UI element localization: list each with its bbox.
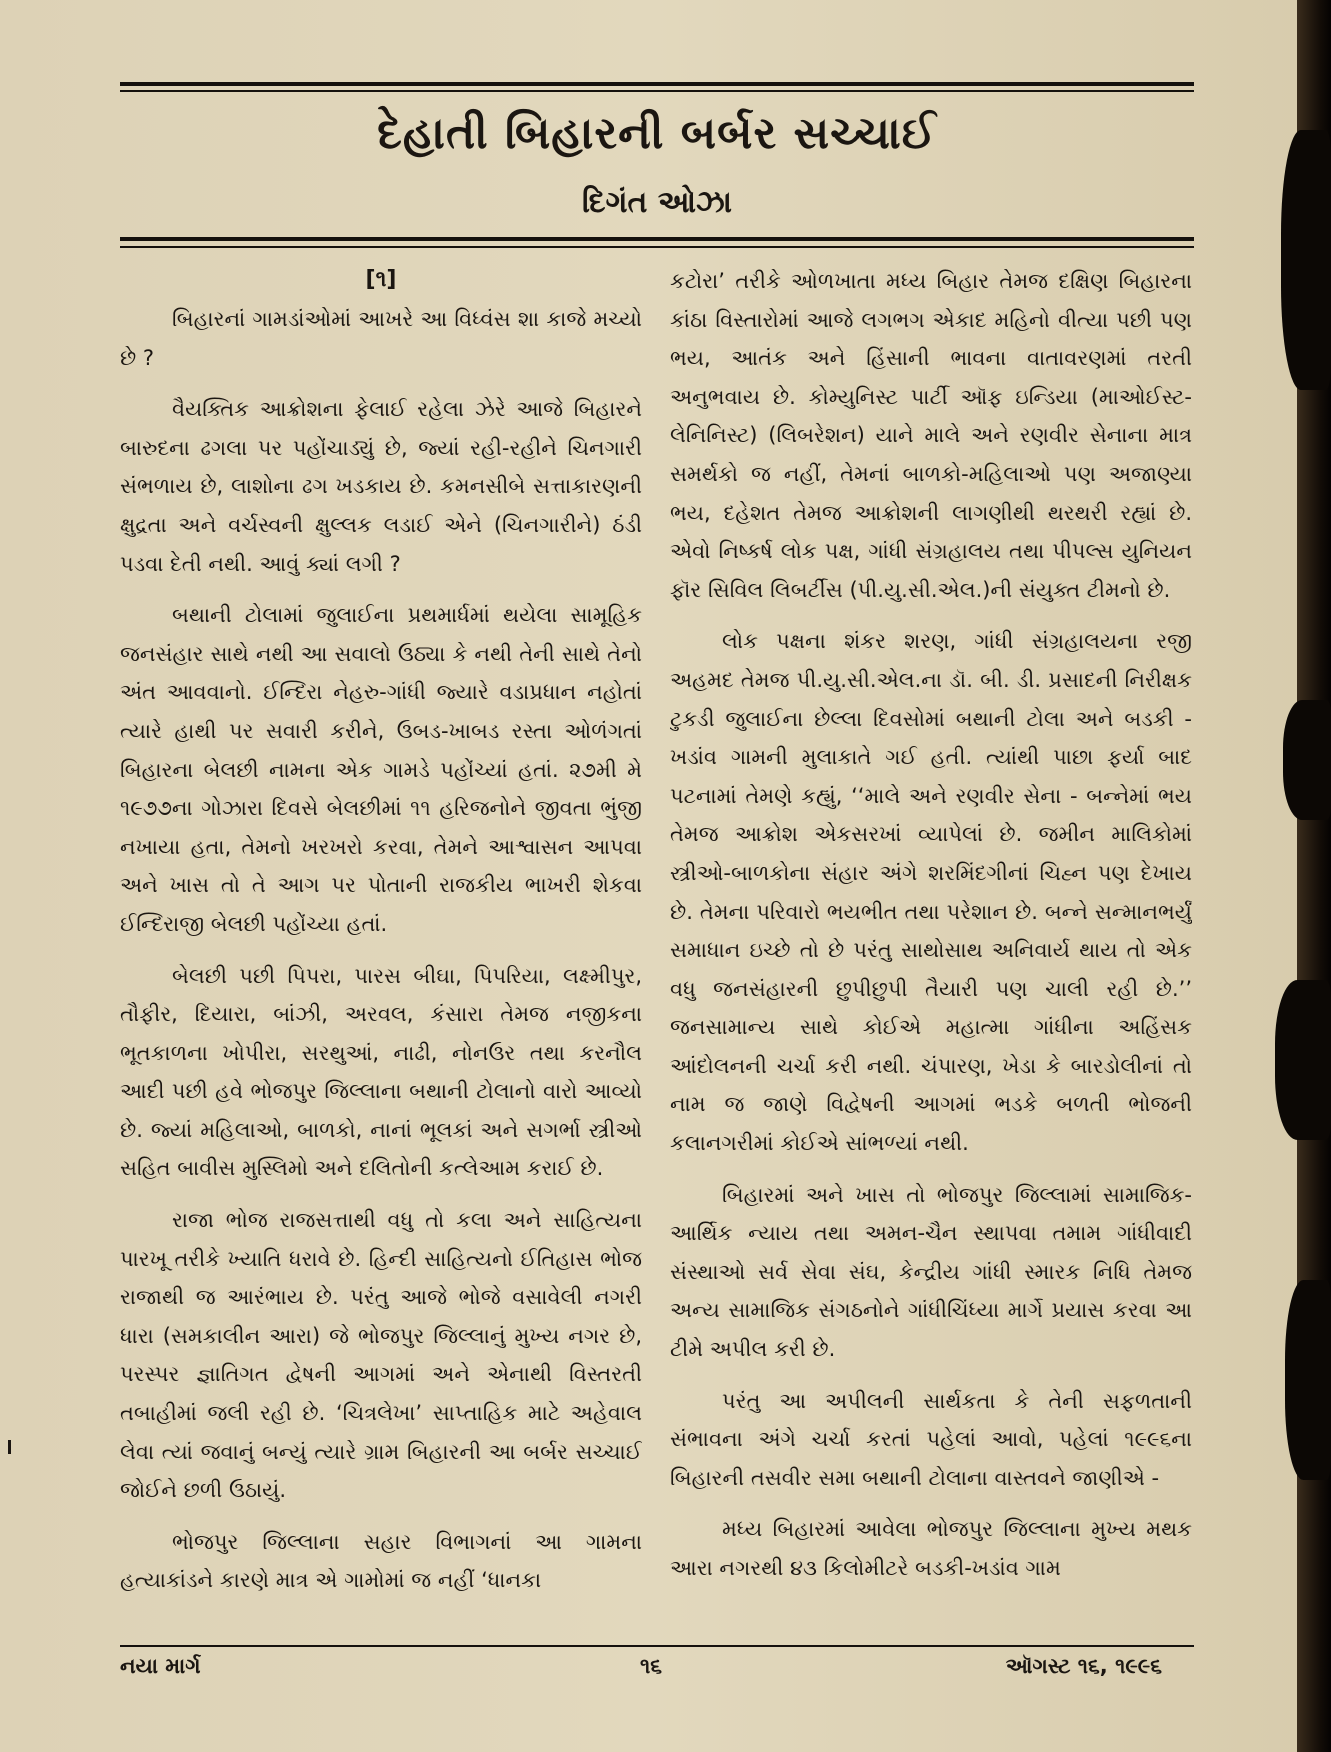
torn-edge <box>1281 130 1331 390</box>
paragraph: રાજા ભોજ રાજસત્તાથી વધુ તો કલા અને સાહિત્યના પારખૂ તરીકે ખ્યાતિ ધરાવે છે. હિન્દી સાહિત્યનો ઈતિહાસ ભોજ રાજાથી જ આરંભાય છે. પરંતુ આજે ભોજે વસાવેલી નગરી ધારા (સમકાલીન આરા) જે ભોજપુર જિલ્લાનું મુખ્ય નગર છે, પરસ્પર જ્ઞાતિગત દ્વેષની આગમાં અને એનાથી વિસ્તરતી તબાહીમાં જલી રહી છે. ‘ચિત્રલેખા’ સાપ્તાહિક માટે અહેવાલ લેવા ત્યાં જવાનું બન્યું ત્યારે ગ્રામ બિહારની આ બર્બર સચ્ચાઈ જોઈને છળી ઉઠાયું. <box>120 1208 642 1503</box>
paragraph: પરંતુ આ અપીલની સાર્થકતા કે તેની સફળતાની સંભાવના અંગે ચર્ચા કરતાં પહેલાં આવો, પહેલાં ૧૯૯૬ના બિહારની તસવીર સમા બથાની ટોલાના વાસ્તવને જાણીએ - <box>670 1388 1192 1490</box>
paragraph: બિહારનાં ગામડાંઓમાં આખરે આ વિધ્વંસ શા કાજે મચ્યો છે ? <box>120 307 642 370</box>
paragraph: ભોજપુર જિલ્લાના સહાર વિભાગનાં આ ગામના હત્યાકાંડને કારણે માત્ર એ ગામોમાં જ નહીં ‘ધાનકા <box>120 1529 642 1593</box>
paragraph: બેલછી પછી પિપરા, પારસ બીઘા, પિપરિયા, લક્ષ્મીપુર, તૌફીર, દિયારા, બાંઝી, અરવલ, કંસારા તેમજ નજીકના ભૂતકાળના ખોપીરા, સરથુઆં, નાઢી, નોનઉર તથા કરનૌલ આદી પછી હવે ભોજપુર જિલ્લાના બથાની ટોલાનો વારો આવ્યો છે. જ્યાં મહિલાઓ, બાળકો, નાનાં ભૂલકાં અને સગર્ભા સ્ત્રીઓ સહિત બાવીસ મુસ્લિમો અને દલિતોની કત્લેઆમ કરાઈ છે. <box>120 963 642 1181</box>
header-top-rule-thin <box>120 90 1194 92</box>
paragraph: લોક પક્ષના શંકર શરણ, ગાંધી સંગ્રહાલયના રજી અહમદ તેમજ પી.યુ.સી.એલ.ના ડૉ. બી. ડી. પ્રસાદની નિરીક્ષક ટુકડી જુલાઈના છેલ્લા દિવસોમાં બથાની ટોલા અને બડકી - ખડાંવ ગામની મુલાકાતે ગઈ હતી. ત્યાંથી પાછા ફર્યા બાદ પટનામાં તેમણે કહ્યું, ‘‘માલે અને રણવીર સેના - બન્નેમાં ભય તેમજ આક્રોશ એકસરખાં વ્યાપેલાં છે. જમીન માલિકોમાં સ્ત્રીઓ-બાળકોના સંહાર અંગે શરમિંદગીનાં ચિહ્ન પણ દેખાય છે. તેમના પરિવારો ભયભીત તથા પરેશાન છે. બન્ને સન્માનભર્યું સમાધાન ઇચ્છે તો છે પરંતુ સાથોસાથ અનિવાર્ય થાય તો એક વધુ જનસંહારની છુપીછુપી તૈયારી પણ ચાલી રહી છે.’’ જનસામાન્ય સાથે કોઈએ મહાત્મા ગાંધીના અહિંસક આંદોલનની ચર્ચા કરી નથી. ચંપારણ, ખેડા કે બારડોલીનાં તો નામ જ જાણે વિદ્વેષની આગમાં ભડકે બળતી ભોજની કલાનગરીમાં કોઈએ સાંભળ્યાં નથી. <box>670 629 1192 1156</box>
paragraph: બિહારમાં અને ખાસ તો ભોજપુર જિલ્લામાં સામાજિક-આર્થિક ન્યાય તથા અમન-ચૈન સ્થાપવા તમામ ગાંધીવાદી સંસ્થાઓ સર્વ સેવા સંઘ, કેન્દ્રીય ગાંધી સ્મારક નિધિ તેમજ અન્ય સામાજિક સંગઠનોને ગાંધીચિંધ્યા માર્ગે પ્રયાસ કરવા આ ટીમે અપીલ કરી છે. <box>670 1182 1192 1362</box>
header-top-rule <box>120 82 1194 86</box>
header-bottom-rule <box>120 237 1194 241</box>
torn-edge <box>1285 1280 1331 1480</box>
margin-mark <box>8 1440 11 1454</box>
right-column <box>670 262 1192 1634</box>
paragraph: વૈયક્તિક આક્રોશના ફેલાઈ રહેલા ઝેરે આજે બિહારને બારુદના ઢગલા પર પહોંચાડ્યું છે, જ્યાં રહી-રહીને ચિનગારી સંભળાય છે, લાશોના ઢગ ખડકાય છે. કમનસીબે સત્તાકારણની ક્ષુદ્રતા અને વર્ચસ્વની ક્ષુલ્લક લડાઈ એને (ચિનગારીને) ઠંડી પડવા દેતી નથી. આવું ક્યાં લગી ? <box>120 397 642 576</box>
torn-edge <box>1275 980 1331 1140</box>
header-bottom-rule-thin <box>120 246 1194 248</box>
paragraph-continued: કટોરા’ તરીકે ઓળખાતા મધ્ય બિહાર તેમજ દક્ષિણ બિહારના કાંઠા વિસ્તારોમાં આજે લગભગ એકાદ મહિનો વીત્યા પછી પણ ભય, આતંક અને હિંસાની ભાવના વાતાવરણમાં તરતી અનુભવાય છે. કોમ્યુનિસ્ટ પાર્ટી ઑફ ઇન્ડિયા (માઓઈસ્ટ-લેનિનિસ્ટ) (લિબરેશન) યાને માલે અને રણવીર સેનાના માત્ર સમર્થકો જ નહીં, તેમનાં બાળકો-મહિલાઓ પણ અજાણ્યા ભય, દહેશત તેમજ આક્રોશની લાગણીથી થરથરી રહ્યાં છે. એવો નિષ્કર્ષ લોક પક્ષ, ગાંધી સંગ્રહાલય તથા પીપલ્સ યુનિયન ફૉર સિવિલ લિબર્ટીસ (પી.યુ.સી.એલ.)ની સંયુક્ત ટીમનો છે. <box>670 269 1192 602</box>
article-title: દેહાતી બિહારની બર્બર સચ્ચાઈ <box>377 108 937 159</box>
footer-date: ઑગસ્ટ ૧૬, ૧૯૯૬ <box>1005 1654 1162 1678</box>
left-column <box>120 262 642 1634</box>
paragraph: બથાની ટોલામાં જુલાઈના પ્રથમાર્ધમાં થયેલા સામૂહિક જનસંહાર સાથે નથી આ સવાલો ઉઠ્યા કે નથી તેની સાથે તેનો અંત આવવાનો. ઈન્દિરા નેહરુ-ગાંધી જ્યારે વડાપ્રધાન નહોતાં ત્યારે હાથી પર સવારી કરીને, ઉબડ-ખાબડ રસ્તા ઓળંગતાં બિહારના બેલછી નામના એક ગામડે પહોંચ્યાં હતાં. ૨૭મી મે ૧૯૭૭ના ગોઝારા દિવસે બેલછીમાં ૧૧ હરિજનોને જીવતા ભુંજી નખાયા હતા, તેમનો ખરખરો કરવા, તેમને આશ્વાસન આપવા અને ખાસ તો તે આગ પર પોતાની રાજકીય ભાખરી શેકવા ઈન્દિરાજી બેલછી પહોંચ્યા હતાં. <box>120 603 642 936</box>
torn-edge <box>1283 700 1331 820</box>
paragraph: મધ્ય બિહારમાં આવેલા ભોજપુર જિલ્લાના મુખ્ય મથક આરા નગરથી ૪૩ કિલોમીટરે બડકી-ખડાંવ ગામ <box>670 1517 1192 1580</box>
footer-rule <box>120 1645 1194 1647</box>
section-marker: [૧] <box>365 267 397 292</box>
footer-page-number: ૧૬ <box>640 1654 663 1678</box>
article-author: દિગંત ઓઝા <box>582 185 732 220</box>
footer-publication: નયા માર્ગ <box>120 1654 201 1678</box>
